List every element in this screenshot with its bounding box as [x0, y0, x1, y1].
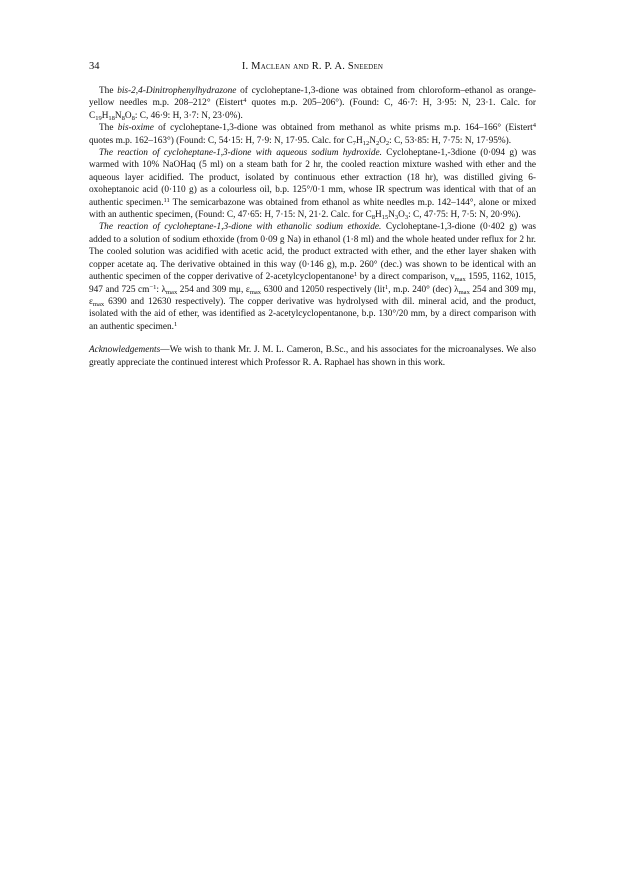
max-subscript: max	[92, 300, 105, 308]
paragraph-bis-dinitrophenylhydrazone	[89, 85, 536, 122]
text-run: of cycloheptane-1,3-dione was obtained from methanol as white prisms m.p. 164–166° (Eistert	[153, 123, 533, 134]
text-run: by a direct comparison, ν	[357, 272, 455, 283]
text-run: The	[99, 86, 118, 96]
text-run: quotes m.p. 162–163°) (Found: C, 54·15: H, 7·9: N, 17·95. Calc. for C	[89, 135, 353, 146]
compound-name: bis-2,4-Dinitrophenylhydrazone	[117, 86, 237, 96]
text-run: of cycloheptane-1,3-dione was obtained from chloroform–ethanol as orange-yellow needles m.p. 208–212° (Eistert	[89, 86, 537, 109]
max-subscript: max	[249, 288, 262, 296]
formula-element: O	[124, 110, 132, 121]
formula-element: H	[356, 135, 363, 146]
formula-subscript: 19	[95, 114, 102, 122]
reference-superscript: 1	[353, 271, 358, 279]
text-run: , m.p. 240° (dec) λ	[388, 284, 459, 295]
max-subscript: max	[166, 288, 178, 296]
paragraph-bis-oxime	[89, 122, 536, 147]
formula-subscript: 8	[131, 114, 135, 122]
text-run: 1595, 1162, 1015, 947 and 725 cm	[89, 272, 536, 295]
text-run: : C, 53·85: H, 7·75: N, 17·95%).	[389, 135, 512, 146]
reference-superscript: 11	[163, 196, 170, 204]
formula-element: N	[369, 135, 376, 146]
reference-superscript: 4	[243, 97, 247, 105]
formula-element: H	[374, 210, 382, 221]
running-head-authors: I. Maclean and R. P. A. Sneeden	[241, 61, 384, 72]
reference-superscript: 4	[532, 122, 536, 130]
compound-name: bis-oxime	[117, 123, 154, 134]
formula-subscript: 3	[394, 214, 399, 222]
text-run: Cycloheptane-1,-3dione (0·094 g) was warmed with 10% NaOHaq (5 ml) on a steam bath for 2 hr, the cooled reaction mixture washed with ether and the aqueous layer acidified. The product, isolated by continuous ether extraction (18 hr), was distilled giving 6-oxoheptanoic acid (0·110 g) as a colourless oil, b.p. 125°/0·1 mm, whose IR spectrum was identical with that of an authentic specimen.	[89, 148, 536, 208]
max-subscript: max	[454, 276, 466, 284]
text-run: 254 and 309 mμ, ε	[89, 284, 536, 307]
text-run: quotes m.p. 205–206°). (Found: C, 46·7: H, 3·95: N, 23·1. Calc. for C	[89, 98, 536, 121]
reference-superscript: 1	[384, 283, 389, 291]
formula-subscript: 2	[375, 139, 380, 147]
formula-subscript: 15	[381, 214, 389, 222]
formula-subscript: 8	[371, 214, 375, 222]
text-run: : C, 47·75: H, 7·5: N, 20·9%).	[408, 210, 521, 221]
formula-subscript: 8	[121, 114, 125, 122]
text-run: The semicarbazone was obtained from ethanol as white needles m.p. 142–144°, alone or mixed with an authentic specimen, (Found: C, 47·65: H, 7·15: N, 21·2. Calc. for C	[89, 197, 536, 221]
section-heading: The reaction of cycloheptane-1,3-dione with aqueous sodium hydroxide.	[99, 148, 382, 159]
text-run: : C, 46·9: H, 3·7: N, 23·0%).	[134, 110, 243, 121]
paragraph-aqueous-sodium-hydroxide	[89, 147, 536, 221]
formula-subscript: 7	[352, 139, 357, 147]
text-run: The	[99, 123, 118, 134]
max-subscript: max	[458, 288, 470, 296]
formula-element: O	[398, 210, 405, 221]
text-run: 6390 and 12630 respectively). The copper derivative was hydrolysed with dil. mineral acid, and the product, isolated with the aid of ether, was identified as 2-acetylcyclopentanone, b.p. 130°/20 mm, by a direct comparison with an authentic specimen.	[89, 296, 536, 332]
page-number: 34	[89, 61, 100, 72]
text-run: 6300 and 12050 respectively (lit	[261, 284, 385, 295]
formula-element: N	[114, 110, 122, 121]
formula-subscript: 12	[362, 139, 370, 147]
paragraph-ethanolic-sodium-ethoxide	[89, 221, 536, 333]
article-body	[89, 85, 536, 369]
acknowledgements-text: —We wish to thank Mr. J. M. L. Cameron, B.Sc., and his associates for the microanalyses. We also greatly appreciate the continued interest which Professor R. A. Raphael has shown in this work.	[89, 345, 536, 368]
acknowledgements	[89, 344, 536, 369]
formula-subscript: 18	[108, 114, 115, 122]
text-run: 254 and 309 mμ, ε	[177, 284, 250, 295]
acknowledgements-label: Acknowledgements	[89, 345, 161, 356]
text-run: : λ	[156, 284, 166, 295]
formula-element: O	[379, 135, 386, 146]
text-run: Cycloheptane-1,3-dione (0·402 g) was added to a solution of sodium ethoxide (from 0·09 g Na) in ethanol (1·8 ml) and the whole heated under reflux for 2 hr. The cooled solution was acidified with acetic acid, the product extracted with ether, and the ether layer shaken with copper acetate aq. The derivative obtained in this way (0·146 g), m.p. 260° (dec.) was shown to be identical with an authentic specimen of the copper derivative of 2-acetylcyclopentanone	[89, 222, 536, 283]
formula-subscript: 2	[385, 139, 390, 147]
reference-superscript: 1	[173, 320, 178, 328]
section-heading: The reaction of cycloheptane-1,3-dione with ethanolic sodium ethoxide.	[99, 222, 382, 233]
formula-element: H	[101, 110, 109, 121]
page-header	[89, 60, 536, 74]
formula-subscript: 3	[404, 214, 409, 222]
formula-element: N	[388, 210, 395, 221]
unit-superscript: −1	[149, 283, 157, 291]
